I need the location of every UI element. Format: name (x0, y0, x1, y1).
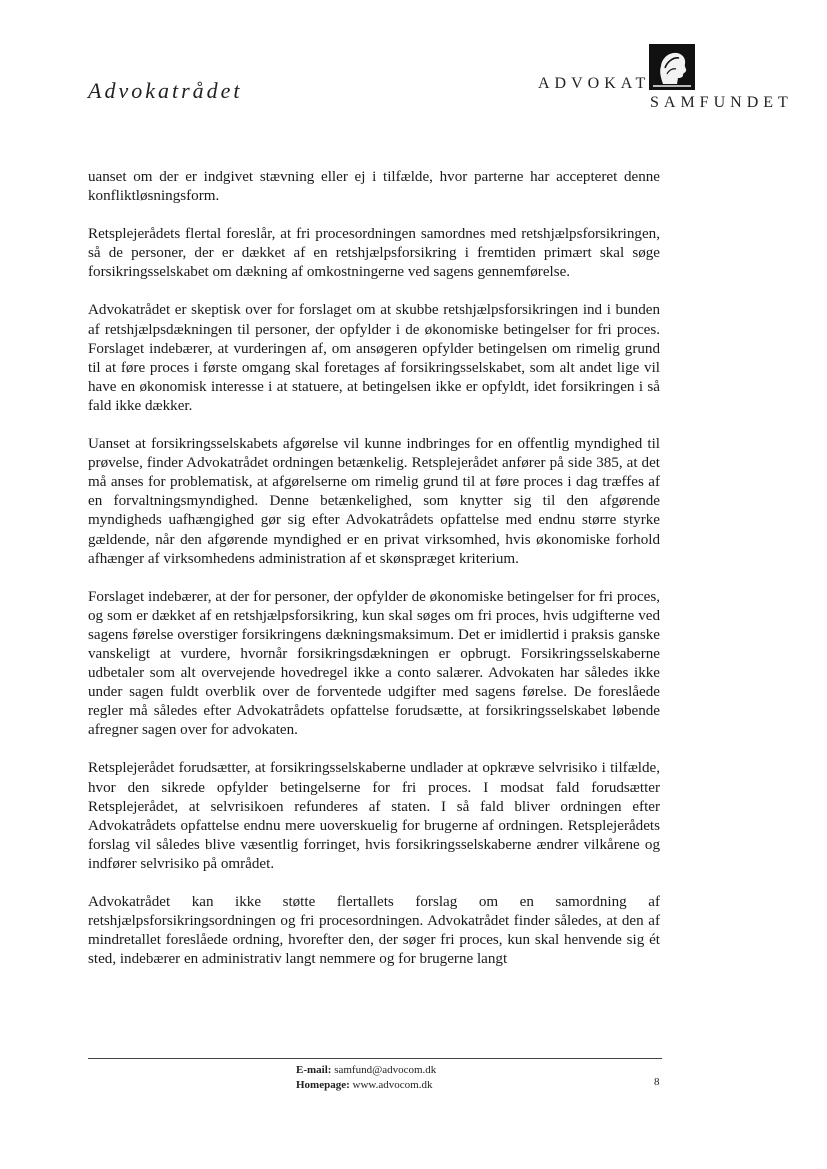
paragraph: Forslaget indebærer, at der for personer, der opfylder de økonomiske betingelser for fri proces, og som er dækket af en retshjælpsforsikring, kun skal søges om fri proces, hvis udgifterne ved sagens førelse overstiger forsikringens dækningsmaksimum. Det er imidlertid i praksis ganske vanskeligt at vurdere, hvornår forsikringsdækningen er opbrugt. Forsikringsselskaberne udbetaler som alt overvejende hovedregel ikke a conto salærer. Advokaten har således ikke under sagen fuldt overblik over de forventede udgifter med sagens førelse. De foreslåede regler må således efter Advokatrådets opfattelse forudsætte, at forsikringsselskabet løbende afregner sagen over for advokaten. (88, 588, 660, 739)
footer-email (296, 1064, 436, 1076)
email-label: E-mail: (296, 1064, 332, 1076)
paragraph: uanset om der er indgivet stævning eller ej i tilfælde, hvor parterne har accepteret denne konfliktløsningsform. (88, 169, 660, 205)
email-link[interactable]: samfund@advocom.dk (334, 1064, 437, 1076)
logo-text-samfundet: SAMFUNDET (650, 94, 793, 111)
header-title: Advokatrådet (88, 78, 243, 103)
paragraph: Advokatrådet er skeptisk over for forslaget om at skubbe retshjælpsforsikringen ind i bunden af retshjælpsdækningen til personer, der opfylder i de økonomiske betingelser for fri proces. Forslaget indebærer, at vurderingen af, om ansøgeren opfylder betingelsen om rimelig grund til at føre proces i første omgang skal foretages af forsikringsselskabet, som alt andet lige vil have en økonomisk interesse i at statuere, at betingelsen ikke er opfyldt, idet forsikringen i så fald ikke dækker. (88, 302, 660, 414)
paragraph: Advokatrådet kan ikke støtte flertallets forslag om en samordning af retshjælpsforsikringsordningen og fri procesordningen. Advokatrådet finder således, at den af mindretallet foreslåede ordning, hvorefter den, der søger fri proces, kun skal henvende sig ét sted, indebærer en administrativ langt nemmere og for brugerne langt (88, 894, 660, 968)
paragraph: Retsplejerådets flertal foreslår, at fri procesordningen samordnes med retshjælpsforsikringen, så de personer, der er dækket af en retshjælpsforsikring i fremtiden primært skal søge forsikringsselskabet om dækning af omkostningerne ved sagens gennemførelse. (88, 226, 660, 281)
page-number: 8 (654, 1076, 660, 1088)
letter-body (88, 168, 660, 988)
homepage-label: Homepage: (296, 1079, 350, 1091)
logo-text-advokat: ADVOKAT (538, 75, 651, 92)
footer-homepage (296, 1079, 432, 1091)
paragraph: Uanset at forsikringsselskabets afgørelse vil kunne indbringes for en offentlig myndighed til prøvelse, finder Advokatrådet ordningen betænkelig. Retsplejerådet anfører på side 385, at det må anses for problematisk, at afgørelserne om rimelig grund til at føre proces i dag træffes af en forvaltningsmyndighed. Denne betænkelighed, som knytter sig til den afgørende myndigheds uafhængighed gør sig efter Advokatrådets opfattelse med endnu større styrke gældende, når den afgørende myndighed er en privat virksomhed, hvis økonomiske forhold afhænger af virksomhedens administration af et skønspræget kriterium. (88, 436, 660, 567)
logo (536, 44, 796, 114)
footer-divider (88, 1058, 662, 1059)
profile-head-icon (649, 44, 695, 90)
paragraph: Retsplejerådet forudsætter, at forsikringsselskaberne undlader at opkræve selvrisiko i tilfælde, hvor den sikrede opfylder betingelserne for fri proces. I modsat fald forudsætter Retsplejerådet, at selvrisikoen refunderes af staten. I så fald bliver ordningen efter Advokatrådets opfattelse endnu mere uoverskuelig for brugerne af ordningen. Retsplejerådets forslag vil således blive væsentlig forringet, hvis forsikringsselskaberne ændrer vilkårene og indfører selvrisiko på området. (88, 760, 660, 872)
homepage-link[interactable]: www.advocom.dk (352, 1079, 433, 1091)
